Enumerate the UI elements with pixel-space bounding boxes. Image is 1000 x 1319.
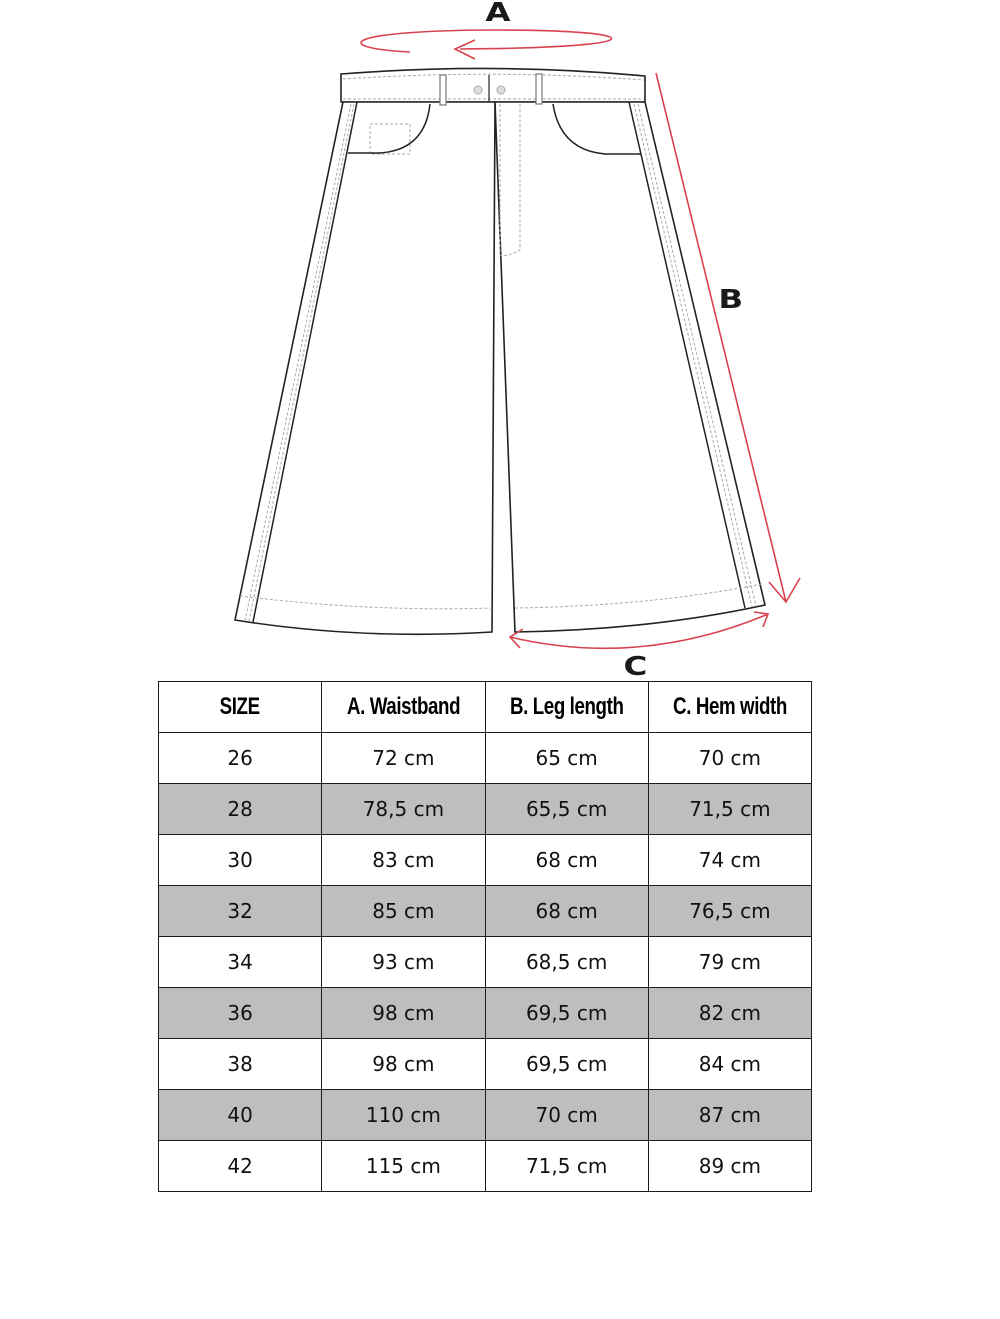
leg-length-cell: 68,5 cm <box>485 937 648 988</box>
leg-length-label-b: B <box>718 285 745 315</box>
hem-width-cell: 74 cm <box>648 835 811 886</box>
hem-width-cell: 89 cm <box>648 1141 811 1192</box>
hem-width-cell: 87 cm <box>648 1090 811 1141</box>
waistband-cell: 78,5 cm <box>322 784 485 835</box>
waistband-cell: 85 cm <box>322 886 485 937</box>
size-cell: 42 <box>159 1141 322 1192</box>
table-row <box>159 886 812 937</box>
hem-width-cell: 79 cm <box>648 937 811 988</box>
table-row <box>159 1141 812 1192</box>
size-cell: 40 <box>159 1090 322 1141</box>
table-row <box>159 835 812 886</box>
size-cell: 26 <box>159 733 322 784</box>
hem-width-cell: 71,5 cm <box>648 784 811 835</box>
waistband-measure-arrow <box>361 30 611 59</box>
table-row <box>159 784 812 835</box>
table-row <box>159 1039 812 1090</box>
waistband-cell: 110 cm <box>322 1090 485 1141</box>
table-header-row <box>159 682 812 733</box>
waistband-cell: 93 cm <box>322 937 485 988</box>
leg-length-cell: 69,5 cm <box>485 988 648 1039</box>
header-waistband: A. Waistband <box>322 682 485 733</box>
header-leg-length: B. Leg length <box>485 682 648 733</box>
size-cell: 38 <box>159 1039 322 1090</box>
waistband-label-a: A <box>485 0 512 28</box>
table-row <box>159 937 812 988</box>
waistband-cell: 115 cm <box>322 1141 485 1192</box>
header-size: SIZE <box>159 682 322 733</box>
size-cell: 34 <box>159 937 322 988</box>
leg-length-cell: 65 cm <box>485 733 648 784</box>
leg-length-cell: 68 cm <box>485 835 648 886</box>
waistband-cell: 98 cm <box>322 1039 485 1090</box>
size-chart-table <box>158 681 812 1192</box>
hem-width-cell: 84 cm <box>648 1039 811 1090</box>
waistband-cell: 83 cm <box>322 835 485 886</box>
size-cell: 36 <box>159 988 322 1039</box>
table-row <box>159 988 812 1039</box>
leg-length-cell: 69,5 cm <box>485 1039 648 1090</box>
hem-width-cell: 82 cm <box>648 988 811 1039</box>
leg-length-cell: 71,5 cm <box>485 1141 648 1192</box>
leg-length-cell: 70 cm <box>485 1090 648 1141</box>
hem-width-label-c: C <box>623 652 649 682</box>
table-row <box>159 733 812 784</box>
hem-width-cell: 70 cm <box>648 733 811 784</box>
size-cell: 32 <box>159 886 322 937</box>
waistband-cell: 72 cm <box>322 733 485 784</box>
size-cell: 30 <box>159 835 322 886</box>
leg-length-cell: 65,5 cm <box>485 784 648 835</box>
leg-length-cell: 68 cm <box>485 886 648 937</box>
size-cell: 28 <box>159 784 322 835</box>
table-body <box>159 733 812 1192</box>
hem-width-cell: 76,5 cm <box>648 886 811 937</box>
table-row <box>159 1090 812 1141</box>
waistband-cell: 98 cm <box>322 988 485 1039</box>
header-hem-width: C. Hem width <box>648 682 811 733</box>
